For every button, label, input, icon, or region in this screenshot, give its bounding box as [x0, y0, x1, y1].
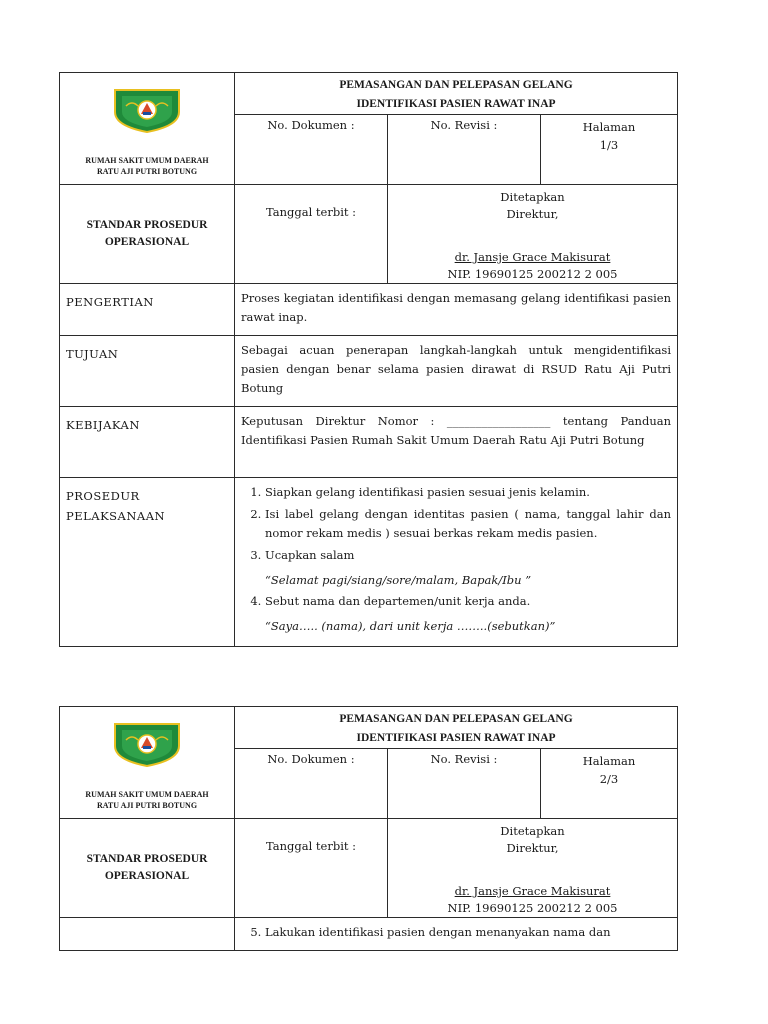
kebijakan-label: KEBIJAKAN: [60, 407, 235, 478]
ditetapkan-cell: [388, 819, 678, 918]
prosedur-steps-continued: [235, 918, 678, 951]
procedure-step: 2. Isi label gelang dengan identitas pasien ( nama, tanggal lahir dan nomor rekam medis ) sesuai berkas rekam medis pasien.: [265, 505, 671, 543]
no-revisi-label: No. Revisi :: [430, 118, 498, 132]
halaman-label: Halaman: [582, 754, 636, 768]
prosedur-label-line1: PROSEDUR: [66, 489, 140, 503]
document-title-line1: PEMASANGAN DAN PELEPASAN GELANG: [339, 713, 573, 725]
prosedur-label: [60, 478, 235, 647]
no-revisi-cell: [388, 115, 541, 185]
page-number: 1/3: [599, 138, 619, 152]
procedure-step: 5. Lakukan identifikasi pasien dengan menanyakan nama dan: [265, 923, 671, 942]
hospital-emblem-icon: [112, 720, 182, 768]
hospital-name-line2: RATU AJI PUTRI BOTUNG: [96, 801, 198, 810]
sop-title-line1: STANDAR PROSEDUR: [86, 219, 208, 231]
greeting-quote: “Selamat pagi/siang/sore/malam, Bapak/Ibu ”: [265, 573, 532, 587]
hospital-name-line2: RATU AJI PUTRI BOTUNG: [96, 167, 198, 176]
page-number: 2/3: [599, 772, 619, 786]
signer-name: dr. Jansje Grace Makisurat: [454, 250, 611, 264]
sop-title-line1: STANDAR PROSEDUR: [86, 853, 208, 865]
signer-nip: NIP. 19690125 200212 2 005: [447, 267, 618, 281]
sop-title-line2: OPERASIONAL: [104, 870, 190, 882]
document-title-line1: PEMASANGAN DAN PELEPASAN GELANG: [339, 79, 573, 91]
direktur-label: Direktur,: [506, 207, 559, 221]
no-revisi-cell: [388, 749, 541, 819]
tujuan-label: TUJUAN: [60, 336, 235, 407]
empty-label-cell: [60, 918, 235, 951]
tanggal-terbit-label: Tanggal terbit :: [265, 839, 357, 853]
signer-name: dr. Jansje Grace Makisurat: [454, 884, 611, 898]
pengertian-text: Proses kegiatan identifikasi dengan memasang gelang identifikasi pasien rawat inap.: [235, 284, 678, 336]
prosedur-steps: [235, 478, 678, 647]
sop-title-cell: [60, 819, 235, 918]
halaman-cell: [541, 749, 678, 819]
no-dokumen-cell: [235, 115, 388, 185]
introduction-quote: “Saya….. (nama), dari unit kerja ……..(sebutkan)”: [265, 619, 556, 633]
document-title-line2: IDENTIFIKASI PASIEN RAWAT INAP: [356, 98, 556, 110]
sop-table-page-2: [59, 706, 678, 951]
no-revisi-label: No. Revisi :: [430, 752, 498, 766]
tanggal-terbit-cell: [235, 185, 388, 284]
document-title-line2: IDENTIFIKASI PASIEN RAWAT INAP: [356, 732, 556, 744]
hospital-logo-cell: [60, 707, 235, 819]
no-dokumen-label: No. Dokumen :: [267, 752, 355, 766]
sop-title-line2: OPERASIONAL: [104, 236, 190, 248]
tanggal-terbit-cell: [235, 819, 388, 918]
procedure-step: 1. Siapkan gelang identifikasi pasien sesuai jenis kelamin.: [265, 483, 671, 502]
halaman-cell: [541, 115, 678, 185]
direktur-label: Direktur,: [506, 841, 559, 855]
tujuan-text: Sebagai acuan penerapan langkah-langkah untuk mengidentifikasi pasien dengan benar selama pasien dirawat di RSUD Ratu Aji Putri Botung: [235, 336, 678, 407]
no-dokumen-cell: [235, 749, 388, 819]
sop-title-cell: [60, 185, 235, 284]
hospital-name-line1: RUMAH SAKIT UMUM DAERAH: [85, 790, 209, 799]
procedure-step: 4. Sebut nama dan departemen/unit kerja anda.: [265, 592, 671, 611]
prosedur-label-line2: PELAKSANAAN: [66, 509, 166, 523]
document-title: [235, 73, 678, 115]
kebijakan-text: Keputusan Direktur Nomor : __________________ tentang Panduan Identifikasi Pasien Rumah Sakit Umum Daerah Ratu Aji Putri Botung: [235, 407, 678, 478]
signer-nip: NIP. 19690125 200212 2 005: [447, 901, 618, 915]
hospital-logo-cell: [60, 73, 235, 185]
hospital-emblem-icon: [112, 86, 182, 134]
hospital-name-line1: RUMAH SAKIT UMUM DAERAH: [85, 156, 209, 165]
ditetapkan-label: Ditetapkan: [500, 824, 565, 838]
sop-table-page-1: [59, 72, 678, 647]
tanggal-terbit-label: Tanggal terbit :: [265, 205, 357, 219]
ditetapkan-cell: [388, 185, 678, 284]
ditetapkan-label: Ditetapkan: [500, 190, 565, 204]
no-dokumen-label: No. Dokumen :: [267, 118, 355, 132]
pengertian-label: PENGERTIAN: [60, 284, 235, 336]
document-title: [235, 707, 678, 749]
halaman-label: Halaman: [582, 120, 636, 134]
procedure-step: 3. Ucapkan salam: [265, 546, 671, 565]
